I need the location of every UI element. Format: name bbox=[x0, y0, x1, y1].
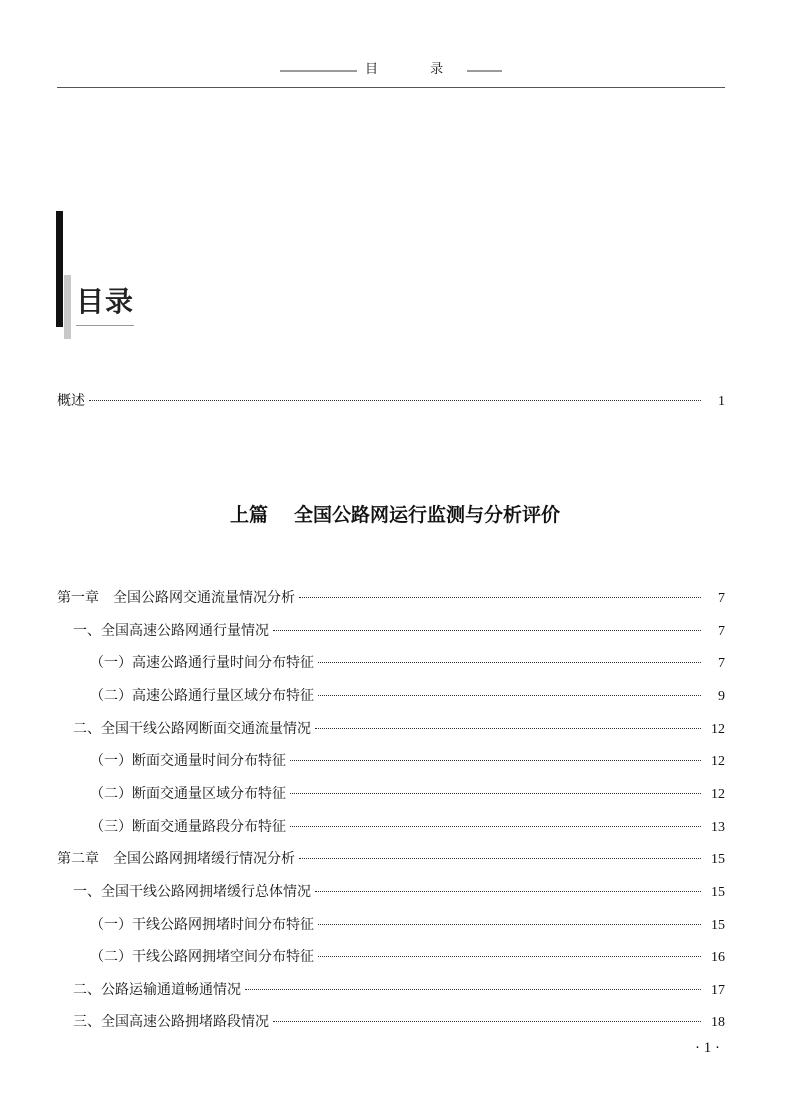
toc-entry-page: 7 bbox=[718, 656, 725, 671]
toc-entry-label: 三、全国高速公路拥堵路段情况 bbox=[73, 1014, 269, 1030]
toc-entry-page: 15 bbox=[711, 885, 725, 900]
leader-dots bbox=[245, 989, 701, 990]
toc-entry-label: 二、全国干线公路网断面交通流量情况 bbox=[73, 721, 311, 737]
toc-entry-page: 13 bbox=[711, 820, 725, 835]
toc-entry-section[interactable] bbox=[73, 979, 725, 1001]
toc-entry-page: 1 bbox=[718, 394, 725, 409]
toc-entry-page: 16 bbox=[711, 950, 725, 965]
toc-heading: 目录 bbox=[76, 285, 135, 318]
toc-entry-subsection[interactable] bbox=[90, 914, 725, 936]
leader-dots bbox=[318, 662, 701, 663]
toc-entry-section[interactable] bbox=[73, 718, 725, 740]
toc-entry-page: 15 bbox=[711, 918, 725, 933]
toc-entry-subsection[interactable] bbox=[90, 783, 725, 805]
leader-dots bbox=[318, 924, 701, 925]
heading-gray-bar bbox=[64, 275, 71, 339]
toc-entry-subsection[interactable] bbox=[90, 685, 725, 707]
toc-entry-label: （一）干线公路网拥堵时间分布特征 bbox=[90, 917, 314, 933]
leader-dots bbox=[299, 858, 701, 859]
leader-dots bbox=[318, 956, 701, 957]
leader-dots bbox=[318, 695, 701, 696]
toc-entry-page: 18 bbox=[711, 1015, 725, 1030]
toc-entry-label: （二）干线公路网拥堵空间分布特征 bbox=[90, 949, 314, 965]
leader-dots bbox=[299, 597, 701, 598]
toc-entry-page: 12 bbox=[711, 754, 725, 769]
part-number: 上篇 bbox=[229, 504, 268, 526]
part-name: 全国公路网运行监测与分析评价 bbox=[294, 504, 561, 526]
toc-entry-overview[interactable] bbox=[57, 390, 725, 412]
part-title bbox=[0, 500, 790, 530]
leader-dots bbox=[273, 630, 701, 631]
toc-entry-page: 17 bbox=[711, 983, 725, 998]
toc-entry-chapter[interactable] bbox=[57, 587, 725, 609]
leader-dots bbox=[315, 728, 701, 729]
header-underline bbox=[57, 87, 725, 88]
toc-entry-section[interactable] bbox=[73, 1011, 725, 1033]
toc-entry-label: 一、全国高速公路网通行量情况 bbox=[73, 623, 269, 639]
toc-entry-subsection[interactable] bbox=[90, 816, 725, 838]
toc-entry-subsection[interactable] bbox=[90, 750, 725, 772]
toc-entry-label: 第一章 全国公路网交通流量情况分析 bbox=[57, 590, 295, 606]
toc-entry-chapter[interactable] bbox=[57, 848, 725, 870]
leader-dots bbox=[315, 891, 701, 892]
toc-entry-page: 7 bbox=[718, 591, 725, 606]
leader-dots bbox=[290, 793, 701, 794]
leader-dots bbox=[290, 760, 701, 761]
toc-entry-section[interactable] bbox=[73, 881, 725, 903]
toc-entry-label: （一）断面交通量时间分布特征 bbox=[90, 753, 286, 769]
leader-dots bbox=[273, 1021, 701, 1022]
page-folio: · 1 · bbox=[695, 1040, 720, 1056]
toc-heading-block bbox=[56, 211, 146, 341]
running-title: 目 录 bbox=[357, 60, 467, 80]
leader-dots bbox=[290, 826, 701, 827]
toc-entry-subsection[interactable] bbox=[90, 652, 725, 674]
toc-entry-label: 一、全国干线公路网拥堵缓行总体情况 bbox=[73, 884, 311, 900]
toc-entry-section[interactable] bbox=[73, 620, 725, 642]
toc-entry-label: （三）断面交通量路段分布特征 bbox=[90, 819, 286, 835]
toc-entry-page: 15 bbox=[711, 852, 725, 867]
heading-underline bbox=[76, 325, 134, 326]
toc-entry-label: 概述 bbox=[57, 393, 85, 409]
heading-black-bar bbox=[56, 211, 63, 327]
toc-entry-page: 7 bbox=[718, 624, 725, 639]
running-header bbox=[57, 58, 725, 88]
toc-entry-page: 12 bbox=[711, 787, 725, 802]
toc-entry-label: （一）高速公路通行量时间分布特征 bbox=[90, 655, 314, 671]
toc-entry-page: 12 bbox=[711, 722, 725, 737]
toc-entry-label: 二、公路运输通道畅通情况 bbox=[73, 982, 241, 998]
toc-entry-subsection[interactable] bbox=[90, 946, 725, 968]
toc-entry-label: （二）断面交通量区域分布特征 bbox=[90, 786, 286, 802]
toc-entry-label: 第二章 全国公路网拥堵缓行情况分析 bbox=[57, 851, 295, 867]
toc-entry-page: 9 bbox=[718, 689, 725, 704]
leader-dots bbox=[89, 400, 701, 401]
toc-entry-label: （二）高速公路通行量区域分布特征 bbox=[90, 688, 314, 704]
